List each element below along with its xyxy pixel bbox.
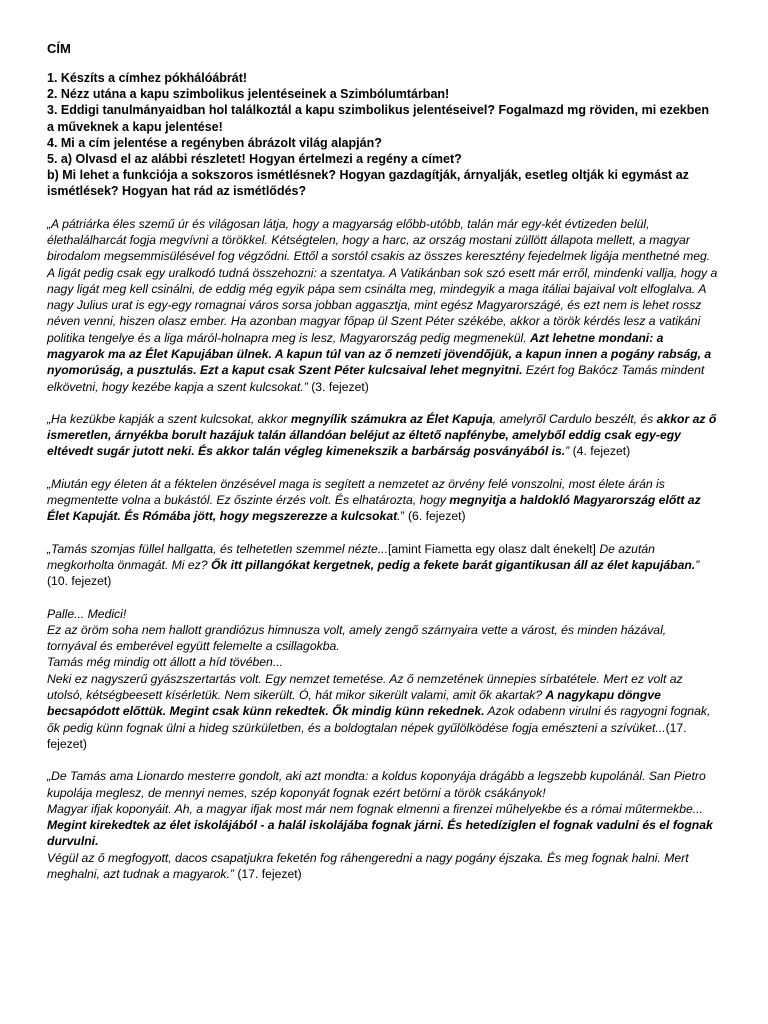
question-5a: 5. a) Olvasd el az alábbi részletet! Hogyan értelmezi a regény a címet?	[47, 152, 462, 167]
question-2: 2. Nézz utána a kapu szimbolikus jelentéseinek a Szimbólumtárban!	[47, 87, 450, 102]
question-list	[47, 70, 718, 200]
page-title: CÍM	[47, 41, 71, 56]
quote-chapter-17-a: Palle... Medici! Ez az öröm soha nem hallott grandiózus himnusza volt, amely zengő szárnyaira vette a várost, és minden házával, tornyával és emberével együtt felemelte a csillagokba. Tamás még mindig ott állott a híd tövében... Neki ez nagyszerű gyászszertartás volt. Egy nemzet temetése. Az ő nemzetének ünnepies sírbatétele. Mert ez volt az utolsó, kétségbeesett kísérletük. Nem sikerült. Ó, hát mikor sikerült valami, amit ők akartak? A nagykapu döngve becsapódott előttük. Megint csak künn rekedtek. Ők mindig künn rekednek. Azok odabenn virulni és ragyogni fognak, ők pedig künn fognak ülni a hideg szürkületben, és a boldogtalan népek gyűlölködése fogja emészteni a szívüket...(17. fejezet)	[47, 606, 711, 751]
quote-chapter-17-b: „De Tamás ama Lionardo mesterre gondolt, aki azt mondta: a koldus koponyája drágább a legszebb kupolánál. San Pietro kupolája meglesz, de mennyi nemes, szép koponyát fognak ezért betörni a török csákányok! Magyar ifjak koponyáit. Ah, a magyar ifjak most már nem fognak elmenni a firenzei műhelyekbe és a római műtermekbe... Megint kirekedtek az élet iskolájából - a halál iskolájába fognak járni. És hetedíziglen el fognak vadulni és el fognak durvulni. Végül az ő megfogyott, dacos csapatjukra feketén fog ráhengeredni a nagy pogány éjszaka. És meg fognak halni. Mert meghalni, azt tudnak a magyarok.” (17. fejezet)	[47, 769, 713, 882]
quote-chapter-6: „Miután egy életen át a féktelen önzésével maga is segített a nemzetet az örvény felé vonszolni, most élete árán is megmentette volna a bukástól. Ez őszinte érzés volt. És elhatározta, hogy megnyitja a haldokló Magyarország előtt az Élet Kapuját. És Rómába jött, hogy megszerezze a kulcsokat.” (6. fejezet)	[47, 476, 701, 524]
question-3: 3. Eddigi tanulmányaidban hol találkoztál a kapu szimbolikus jelentéseivel? Fogalmazd mg röviden, mi ezekben a műveknek a kapu jelentése!	[47, 103, 709, 134]
question-1: 1. Készíts a címhez pókhálóábrát!	[47, 71, 248, 85]
quote-chapter-3: „A pátriárka éles szemű úr és világosan látja, hogy a magyarság előbb-utóbb, talán már egy-két évtizeden belül, élethalálharcát fogja megvívni a törökkel. Kétségtelen, hogy a harc, az ország mostani züllött állapota mellett, a magyar birodalom megsemmisülésével fog végződni. Ettől a sorstól csakis az összes keresztény fejedelmek ligája menthetné meg. A ligát pedig csak egy uralkodó tudná összehozni: a szentatya. A Vatikánban sok szó esett már erről, mindenki vallja, hogy a nagy ligát meg kell csinálni, de eddig még egyik pápa sem csinálta meg, mindegyik a maga itáliai bajaival volt elfoglalva. A nagy Julius urat is egy-egy romagnai város sorsa jobban aggasztja, mint egész Magyarországé, és ezt nem is lehet rossz néven venni, hiszen olasz ember. Ha azonban magyar főpap ül Szent Péter székébe, akkor a török kérdés lesz a vatikáni politika tengelye és a liga máról-holnapra meg is lesz, Magyarország pedig megmenekül. Azt lehetne mondani: a magyarok ma az Élet Kapujában ülnek. A kapun túl van az ő nemzeti jövendőjük, a kapun innen a pogány rabság, a nyomorúság, a pusztulás. Ezt a kaput csak Szent Péter kulcsaival lehet megnyitni. Ezért fog Bakócz Tamás mindent elkövetni, hogy kezébe kapja a szent kulcsokat.” (3. fejezet)	[47, 216, 718, 394]
question-5b: b) Mi lehet a funkciója a sokszoros ismétlésnek? Hogyan gazdagítják, árnyalják, esetleg oltják ki egymást az ismétlések? Hogyan hat rád az ismétlődés?	[47, 168, 689, 199]
question-4: 4. Mi a cím jelentése a regényben ábrázolt világ alapján?	[47, 135, 382, 150]
quote-chapter-10: „Tamás szomjas füllel hallgatta, és telhetetlen szemmel nézte...[amint Fiametta egy olasz dalt énekelt] De azután megkorholta önmagát. Mi ez? Ők itt pillangókat kergetnek, pedig a fekete barát gigantikusan áll az élet kapujában.” (10. fejezet)	[47, 541, 700, 589]
quote-chapter-4: „Ha kezükbe kapják a szent kulcsokat, akkor megnyílik számukra az Élet Kapuja, amelyről Cardulo beszélt, és akkor az ő ismeretlen, árnyékba borult hazájuk talán állandóan beléjut az éltető napfénybe, amelyből eddig csak egy-egy eltévedt sugár jutott neki. És akkor talán végleg kimenekszik a barbárság posványából is.” (4. fejezet)	[47, 411, 717, 459]
